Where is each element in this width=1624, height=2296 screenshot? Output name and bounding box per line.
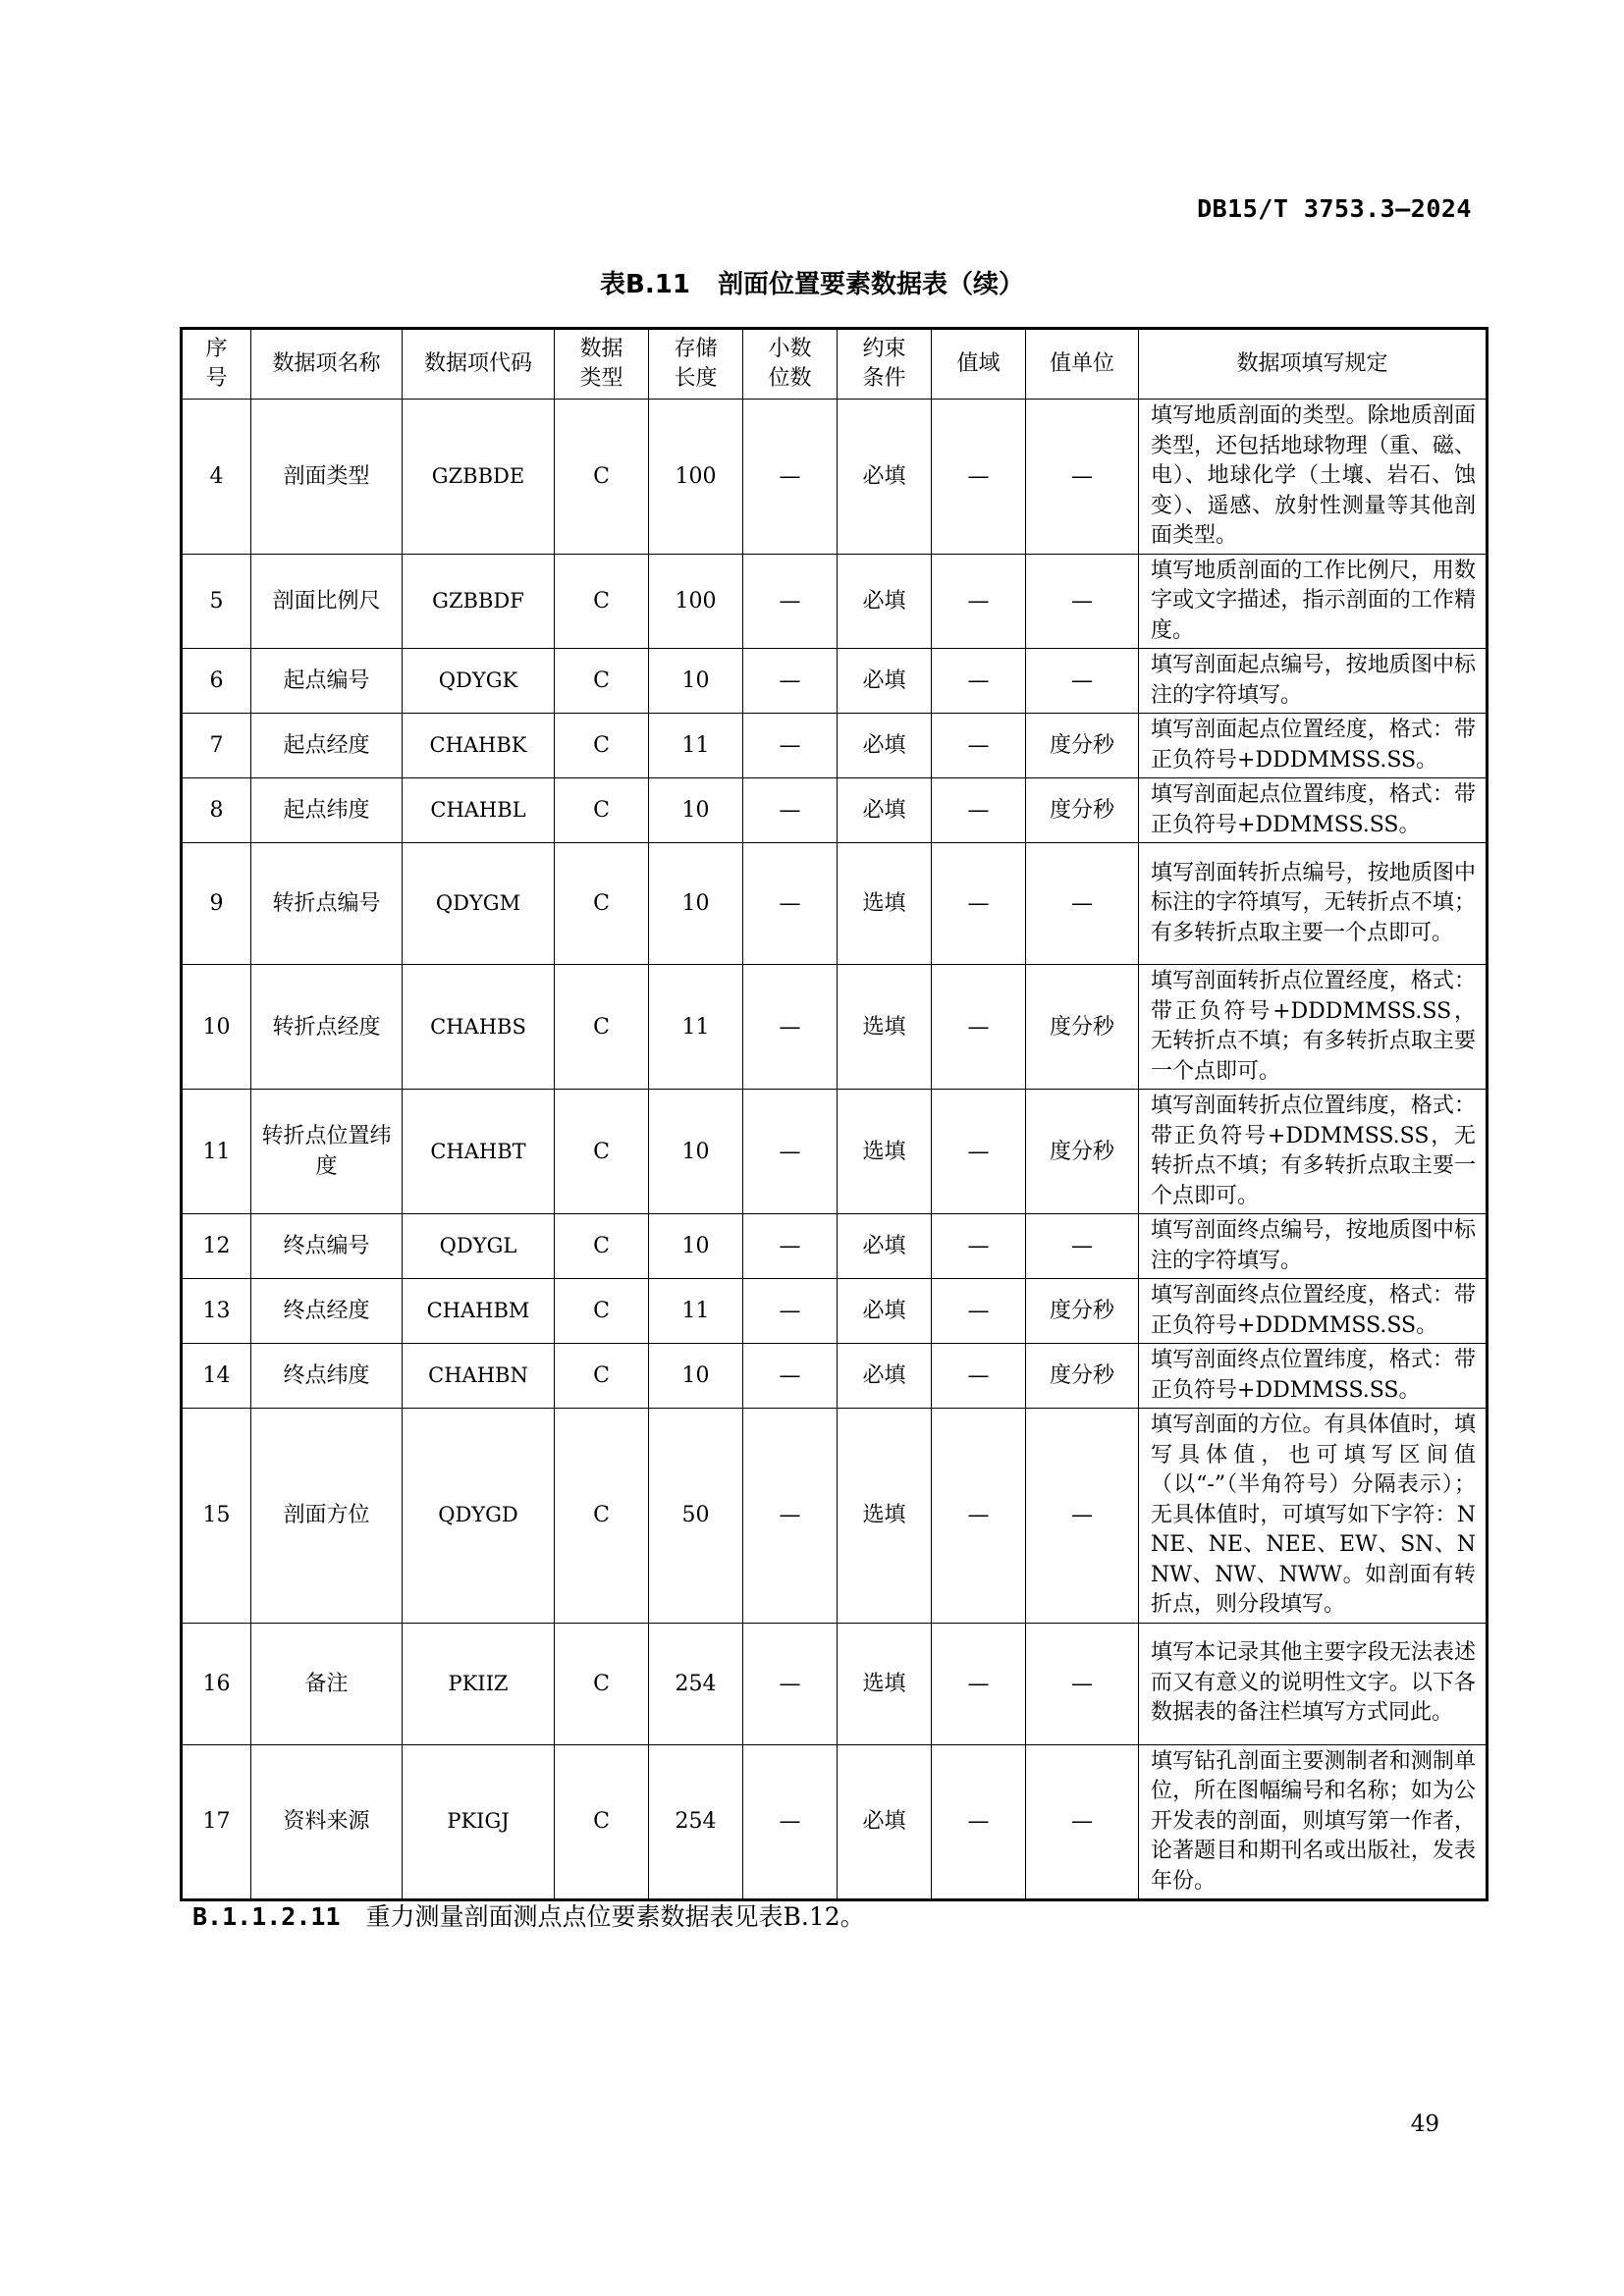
header-length: 存储长度 [649, 329, 743, 400]
data-table [180, 327, 1489, 1901]
table-title-text: 剖面位置要素数据表（续） [717, 270, 1024, 299]
header-type: 数据类型 [555, 329, 649, 400]
cell-rule: 填写剖面起点编号，按地质图中标注的字符填写。 [1139, 649, 1488, 714]
header-decimals: 小数位数 [743, 329, 838, 400]
cell-unit: — [1026, 554, 1139, 649]
cell-decimals: — [743, 1744, 838, 1900]
table-row [182, 843, 1488, 965]
cell-name: 剖面方位 [251, 1409, 403, 1624]
cell-no: 14 [182, 1344, 251, 1409]
cell-domain: — [932, 1279, 1026, 1344]
cell-length: 254 [649, 1623, 743, 1744]
cell-no: 10 [182, 965, 251, 1090]
header-name: 数据项名称 [251, 329, 403, 400]
cell-rule: 填写剖面终点位置经度，格式：带正负符号+DDDMMSS.SS。 [1139, 1279, 1488, 1344]
cell-rule: 填写本记录其他主要字段无法表述而又有意义的说明性文字。以下各数据表的备注栏填写方式同此。 [1139, 1623, 1488, 1744]
cell-domain: — [932, 554, 1026, 649]
table-row [182, 1214, 1488, 1279]
header-no: 序号 [182, 329, 251, 400]
cell-type: C [555, 649, 649, 714]
cell-domain: — [932, 1744, 1026, 1900]
cell-decimals: — [743, 778, 838, 843]
cell-type: C [555, 965, 649, 1090]
header-rule: 数据项填写规定 [1139, 329, 1488, 400]
cell-type: C [555, 1623, 649, 1744]
cell-no: 17 [182, 1744, 251, 1900]
cell-rule: 填写剖面终点编号，按地质图中标注的字符填写。 [1139, 1214, 1488, 1279]
cell-domain: — [932, 1409, 1026, 1624]
cell-constraint: 选填 [838, 965, 932, 1090]
cell-length: 50 [649, 1409, 743, 1624]
cell-code: QDYGK [403, 649, 555, 714]
section-paragraph [192, 1897, 865, 1933]
cell-code: CHAHBM [403, 1279, 555, 1344]
cell-code: GZBBDE [403, 400, 555, 555]
cell-length: 10 [649, 1214, 743, 1279]
cell-domain: — [932, 1090, 1026, 1214]
cell-constraint: 必填 [838, 714, 932, 778]
table-row [182, 649, 1488, 714]
cell-domain: — [932, 843, 1026, 965]
cell-constraint: 必填 [838, 649, 932, 714]
table-row [182, 1344, 1488, 1409]
cell-length: 11 [649, 714, 743, 778]
cell-name: 资料来源 [251, 1744, 403, 1900]
cell-rule: 填写剖面的方位。有具体值时，填写具体值，也可填写区间值（以“-”（半角符号）分隔表示）；无具体值时，可填写如下字符：NNE、NE、NEE、EW、SN、NNW、NW、NWW。如剖面有转折点，则分段填写。 [1139, 1409, 1488, 1624]
cell-decimals: — [743, 1214, 838, 1279]
table-title [0, 264, 1624, 300]
table-header [182, 329, 1488, 400]
cell-type: C [555, 1744, 649, 1900]
cell-rule: 填写剖面起点位置经度，格式：带正负符号+DDDMMSS.SS。 [1139, 714, 1488, 778]
table-row [182, 1090, 1488, 1214]
cell-length: 100 [649, 400, 743, 555]
cell-domain: — [932, 1623, 1026, 1744]
cell-unit: 度分秒 [1026, 965, 1139, 1090]
cell-decimals: — [743, 1409, 838, 1624]
cell-length: 10 [649, 649, 743, 714]
cell-constraint: 必填 [838, 554, 932, 649]
cell-type: C [555, 1409, 649, 1624]
cell-no: 4 [182, 400, 251, 555]
cell-decimals: — [743, 649, 838, 714]
cell-rule: 填写剖面转折点位置纬度，格式：带正负符号+DDMMSS.SS，无转折点不填；有多转折点取主要一个点即可。 [1139, 1090, 1488, 1214]
cell-unit: 度分秒 [1026, 1090, 1139, 1214]
cell-decimals: — [743, 1623, 838, 1744]
cell-unit: — [1026, 1623, 1139, 1744]
cell-no: 5 [182, 554, 251, 649]
table-row [182, 400, 1488, 555]
cell-type: C [555, 554, 649, 649]
cell-unit: — [1026, 649, 1139, 714]
cell-unit: — [1026, 843, 1139, 965]
cell-length: 10 [649, 1090, 743, 1214]
cell-no: 7 [182, 714, 251, 778]
document-code: DB15/T 3753.3—2024 [1197, 194, 1472, 223]
cell-unit: — [1026, 1409, 1139, 1624]
cell-name: 起点编号 [251, 649, 403, 714]
cell-length: 254 [649, 1744, 743, 1900]
cell-name: 终点纬度 [251, 1344, 403, 1409]
cell-domain: — [932, 1214, 1026, 1279]
cell-decimals: — [743, 843, 838, 965]
cell-decimals: — [743, 400, 838, 555]
header-domain: 值域 [932, 329, 1026, 400]
cell-type: C [555, 400, 649, 555]
table-row [182, 965, 1488, 1090]
table-body [182, 400, 1488, 1900]
table-row [182, 1623, 1488, 1744]
header-row [182, 329, 1488, 400]
table-row [182, 1409, 1488, 1624]
table-row [182, 778, 1488, 843]
cell-name: 转折点经度 [251, 965, 403, 1090]
cell-constraint: 选填 [838, 843, 932, 965]
cell-rule: 填写钻孔剖面主要测制者和测制单位，所在图幅编号和名称；如为公开发表的剖面，则填写第一作者，论著题目和期刊名或出版社，发表年份。 [1139, 1744, 1488, 1900]
cell-no: 16 [182, 1623, 251, 1744]
cell-no: 9 [182, 843, 251, 965]
header-constraint: 约束条件 [838, 329, 932, 400]
cell-code: CHAHBN [403, 1344, 555, 1409]
cell-name: 转折点位置纬度 [251, 1090, 403, 1214]
table-title-number: 表B.11 [600, 270, 690, 299]
cell-rule: 填写剖面终点位置纬度，格式：带正负符号+DDMMSS.SS。 [1139, 1344, 1488, 1409]
cell-type: C [555, 714, 649, 778]
cell-rule: 填写剖面起点位置纬度，格式：带正负符号+DDMMSS.SS。 [1139, 778, 1488, 843]
cell-constraint: 选填 [838, 1623, 932, 1744]
cell-constraint: 选填 [838, 1090, 932, 1214]
cell-unit: — [1026, 1744, 1139, 1900]
cell-name: 剖面比例尺 [251, 554, 403, 649]
cell-name: 起点经度 [251, 714, 403, 778]
cell-constraint: 必填 [838, 1744, 932, 1900]
cell-length: 11 [649, 1279, 743, 1344]
cell-decimals: — [743, 1279, 838, 1344]
cell-constraint: 必填 [838, 1279, 932, 1344]
cell-rule: 填写剖面转折点编号，按地质图中标注的字符填写，无转折点不填；有多转折点取主要一个点即可。 [1139, 843, 1488, 965]
cell-type: C [555, 1214, 649, 1279]
cell-code: QDYGM [403, 843, 555, 965]
cell-code: CHAHBT [403, 1090, 555, 1214]
cell-code: CHAHBK [403, 714, 555, 778]
cell-length: 11 [649, 965, 743, 1090]
cell-type: C [555, 843, 649, 965]
cell-domain: — [932, 778, 1026, 843]
cell-name: 转折点编号 [251, 843, 403, 965]
cell-code: QDYGL [403, 1214, 555, 1279]
cell-no: 12 [182, 1214, 251, 1279]
cell-domain: — [932, 649, 1026, 714]
cell-rule: 填写地质剖面的类型。除地质剖面类型，还包括地球物理（重、磁、电）、地球化学（土壤、岩石、蚀变）、遥感、放射性测量等其他剖面类型。 [1139, 400, 1488, 555]
cell-type: C [555, 1090, 649, 1214]
cell-no: 8 [182, 778, 251, 843]
cell-type: C [555, 1279, 649, 1344]
cell-no: 11 [182, 1090, 251, 1214]
cell-length: 100 [649, 554, 743, 649]
table-row [182, 1744, 1488, 1900]
table-row [182, 554, 1488, 649]
cell-decimals: — [743, 554, 838, 649]
cell-constraint: 必填 [838, 778, 932, 843]
cell-type: C [555, 778, 649, 843]
cell-name: 终点经度 [251, 1279, 403, 1344]
header-code: 数据项代码 [403, 329, 555, 400]
cell-rule: 填写地质剖面的工作比例尺，用数字或文字描述，指示剖面的工作精度。 [1139, 554, 1488, 649]
cell-constraint: 必填 [838, 1344, 932, 1409]
page-number: 49 [1410, 2111, 1439, 2137]
cell-rule: 填写剖面转折点位置经度，格式：带正负符号+DDDMMSS.SS，无转折点不填；有多转折点取主要一个点即可。 [1139, 965, 1488, 1090]
table-row [182, 1279, 1488, 1344]
cell-decimals: — [743, 1090, 838, 1214]
cell-domain: — [932, 714, 1026, 778]
cell-name: 备注 [251, 1623, 403, 1744]
cell-constraint: 必填 [838, 400, 932, 555]
section-number: B.1.1.2.11 [192, 1902, 341, 1931]
cell-domain: — [932, 400, 1026, 555]
section-text: 重力测量剖面测点点位要素数据表见表B.12。 [365, 1902, 865, 1931]
cell-unit: 度分秒 [1026, 778, 1139, 843]
cell-type: C [555, 1344, 649, 1409]
cell-no: 15 [182, 1409, 251, 1624]
cell-code: PKIGJ [403, 1744, 555, 1900]
cell-length: 10 [649, 1344, 743, 1409]
cell-code: PKIIZ [403, 1623, 555, 1744]
cell-unit: — [1026, 400, 1139, 555]
cell-unit: 度分秒 [1026, 1279, 1139, 1344]
cell-code: CHAHBS [403, 965, 555, 1090]
cell-constraint: 选填 [838, 1409, 932, 1624]
cell-code: CHAHBL [403, 778, 555, 843]
cell-unit: — [1026, 1214, 1139, 1279]
cell-decimals: — [743, 965, 838, 1090]
cell-no: 13 [182, 1279, 251, 1344]
cell-name: 起点纬度 [251, 778, 403, 843]
table-row [182, 714, 1488, 778]
cell-code: QDYGD [403, 1409, 555, 1624]
cell-decimals: — [743, 1344, 838, 1409]
cell-constraint: 必填 [838, 1214, 932, 1279]
cell-unit: 度分秒 [1026, 1344, 1139, 1409]
cell-name: 剖面类型 [251, 400, 403, 555]
cell-name: 终点编号 [251, 1214, 403, 1279]
cell-length: 10 [649, 843, 743, 965]
cell-domain: — [932, 1344, 1026, 1409]
cell-code: GZBBDF [403, 554, 555, 649]
cell-unit: 度分秒 [1026, 714, 1139, 778]
header-unit: 值单位 [1026, 329, 1139, 400]
cell-domain: — [932, 965, 1026, 1090]
cell-length: 10 [649, 778, 743, 843]
cell-no: 6 [182, 649, 251, 714]
cell-decimals: — [743, 714, 838, 778]
